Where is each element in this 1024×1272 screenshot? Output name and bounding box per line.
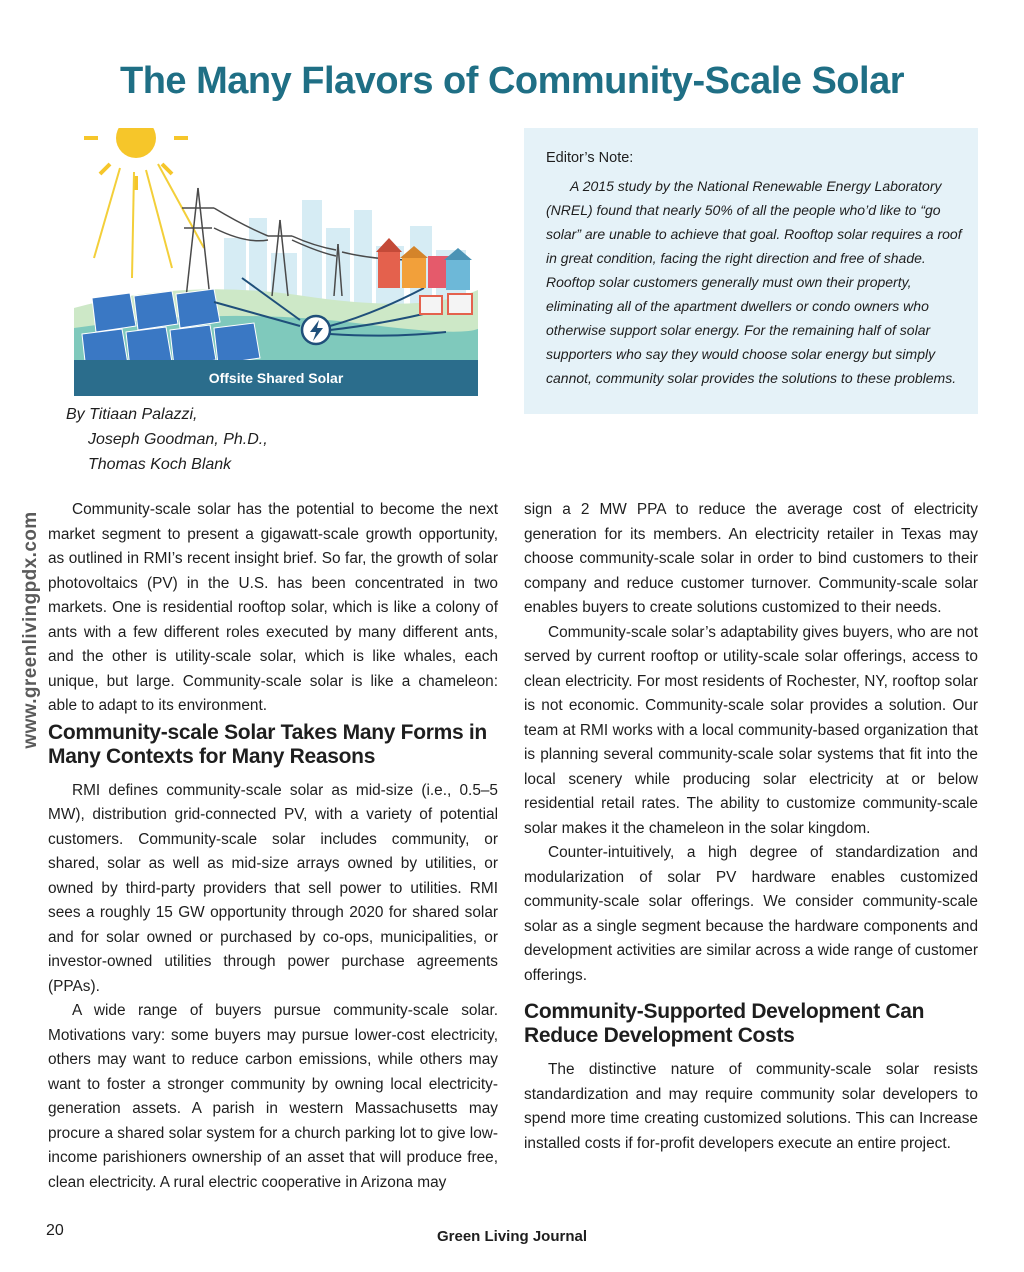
byline (66, 402, 268, 477)
body-paragraph: A wide range of buyers pursue community-scale solar. Motivations vary: some buyers may pursue lower-cost electricity, others may want to reduce carbon emissions, while others may want to foster a stronger community by owning local electricity-generation assets. A parish in western Massachusetts may procure a shared solar system for a church parking lot to give low-income parishioners ownership of an asset that will produce free, clean electricity. A rural electric cooperative in Arizona may (48, 1002, 498, 1191)
page-number: 20 (46, 1222, 64, 1239)
body-paragraph: Community-scale solar has the potential to become the next market segment to present a gigawatt-scale growth opportunity, as outlined in RMI’s recent insight brief. So far, the growth of solar photovoltaics (PV) in the U.S. has been concentrated in two markets. One is residential rooftop solar, which is like a colony of ants with a few different roles executed by many different ants, and the other is utility-scale solar, which is like whales, each unique, but large. Community-scale solar is like a chameleon: able to adapt to its environment. (48, 501, 498, 714)
byline-author-1: By Titiaan Palazzi, (66, 406, 198, 423)
offsite-shared-solar-illustration (74, 128, 478, 396)
body-paragraph: Counter-intuitively, a high degree of standardization and modularization of solar PV hardware enables customized community-scale solar offerings. We consider community-scale solar as a single segment because the hardware components and development activities are similar across a wide range of customer offerings. (524, 844, 978, 984)
byline-author-2: Joseph Goodman, Ph.D., (88, 431, 268, 448)
body-paragraph: The distinctive nature of community-scale solar resists standardization and may require community solar developers to spend more time creating customized solutions. This can Increase installed costs if for-profit developers execute an entire project. (524, 1061, 978, 1152)
article-title: The Many Flavors of Community-Scale Solar (119, 60, 904, 102)
editor-note-label: Editor’s Note: (546, 150, 634, 166)
body-paragraph: RMI defines community-scale solar as mid-size (i.e., 0.5–5 MW), distribution grid-connected PV, with a variety of potential customers. Community-scale solar includes community, or shared, solar as well as mid-size arrays owned by utilities, or owned by third-party providers that sell power to utilities. RMI sees a roughly 15 GW opportunity through 2020 for shared solar and for solar owned or purchased by co-ops, municipalities, or investor-owned utilities through power purchase agreements (PPAs). (48, 781, 498, 995)
editor-note-box (524, 128, 978, 414)
section-heading: Community-Supported Development Can Reduce Development Costs (524, 1000, 925, 1047)
editor-note-text: A 2015 study by the National Renewable Energy Laboratory (NREL) found that nearly 50% of all the people who’d like to “go solar” are unable to achieve that goal. Rooftop solar requires a roof in great condition, facing the right direction and free of shade. Rooftop solar customers generally must own their property, eliminating all of the apartment dwellers or condo owners who otherwise support solar energy. For the remaining half of solar supporters who say they would choose solar energy but simply cannot, community solar provides the solutions to these problems. (546, 178, 962, 386)
illustration-caption: Offsite Shared Solar (208, 370, 344, 386)
right-column (524, 498, 978, 1156)
bolt-icon (302, 316, 330, 344)
section-heading: Community-scale Solar Takes Many Forms in Many Contexts for Many Reasons (48, 720, 487, 768)
publication-name: Green Living Journal (436, 1228, 588, 1245)
left-column (48, 498, 498, 1195)
side-website-url: www.greenlivingpdx.com (20, 511, 41, 749)
byline-author-3: Thomas Koch Blank (88, 456, 232, 473)
body-paragraph: Community-scale solar’s adaptability gives buyers, who are not served by current rooftop or utility-scale solar offerings, access to clean electricity. For most residents of Rochester, NY, rooftop solar is not economic. Community-scale solar provides a solution. Our team at RMI works with a local community-based organization that is planning several community-scale solar systems that fit into the local scenery while producing solar electricity at or below residential retail rates. The ability to customize community-scale solar makes it the chameleon in the solar kingdom. (524, 623, 978, 837)
body-paragraph: sign a 2 MW PPA to reduce the average cost of electricity generation for its members. An electricity retailer in Texas may choose community-scale solar in order to bind customers to their company and reduce customer turnover. Community-scale solar enables buyers to create solutions customized to their needs. (524, 501, 978, 616)
